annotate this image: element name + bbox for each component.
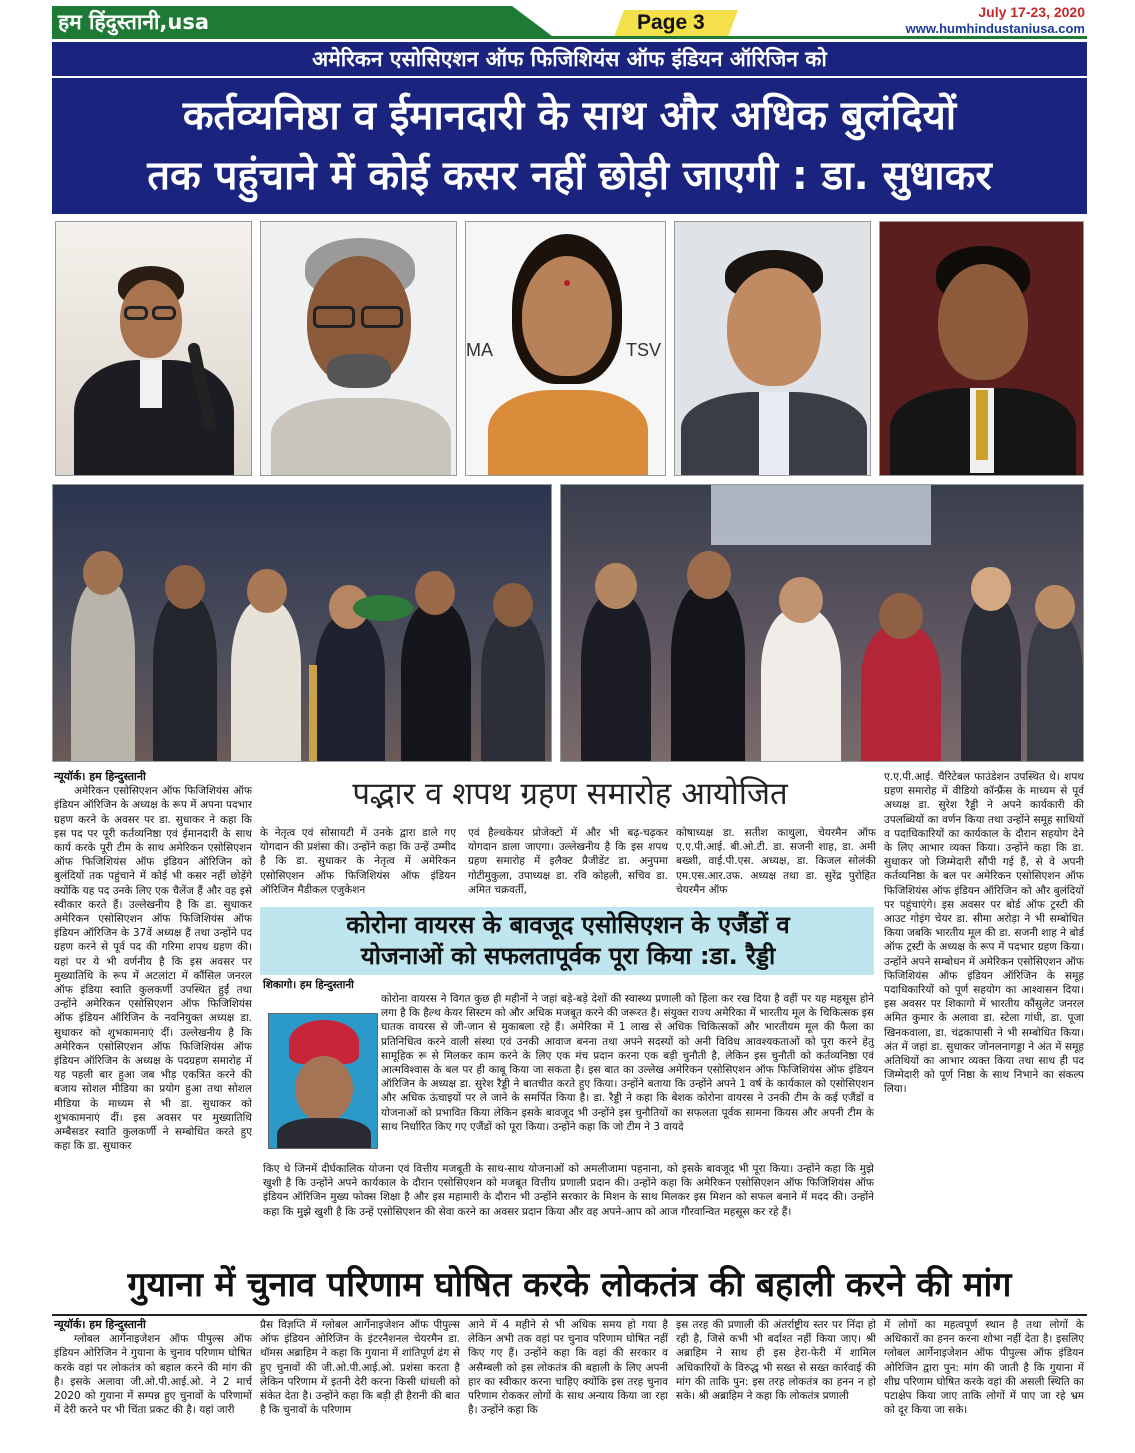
issue-date: July 17-23, 2020 bbox=[978, 4, 1085, 20]
article1-column-5: ए.ए.पी.आई. चैरिटेबल फाउंडेशन उपस्थित थे। शपथ ग्रहण समारोह में वीडियो कॉन्फ्रैंस के माध्यम से पूर्व अध्यक्ष डा. सुरेश रैड्डी ने अपने कार्यकारी की उपलब्धियों का वर्णन किया तथा उन्होंने समूह साथियों व पदाधिकारियों का कार्यकाल के दौरान सहयोग देने के लिए आभार व्यक्त किया। उन्होंने कहा कि डा. सुधाकर जो जिम्मेदारी सौंपी गई हैं, से वे अपनी कर्तव्यनिष्ठा के बल पर अमेरिकन एसोसिएशन ऑफ फिजिशियंस ऑफ इंडियन ऑरिजिन को और बुलंदियों पर पहुंचाएंगे। इस अवसर पर बोर्ड ऑफ ट्रस्टी की आउट गोइंग चेयर डा. सीमा अरोड़ा ने भी सम्बोधित किया जबकि भारतीय मूल की डा. सजनी शाह ने बोर्ड ऑफ ट्रस्टी के अध्यक्ष के रूप में पदभार ग्रहण किया। उन्होंने अपने सम्बोधन में अमेरिकन एसोसिएशन ऑफ फिजिशियंस ऑफ इंडियन ऑरिजिन के समूह पदाधिकारियों को पूर्ण सहयोग का आश्वासन दिया। इस अवसर पर शिकागो में भारतीय कौंसुलेट जनरल अमित कुमार के अलावा डा. स्टेला गांधी, डा. पूजा खिनकवाला, डा. चंद्रकापासी ने भी सम्बोधित किया। अंत में जहां डा. सुधाकर जोनलनागड्डा ने अंत में समूह अतिथियों का आभार व्यक्त किया तथा साथ ही पद जिम्मेदारी को पूर्ण निष्ठा के साथ निभाने का संकल्प लिया। bbox=[884, 771, 1084, 1096]
article3-column-2: प्रैस विज्ञप्ति में ग्लोबल आर्गेनाइजेशन ऑफ पीपुल्स ऑफ इंडियन ओरिजिन के इंटरनैशनल चेयरमैन डा. थॉमस अब्राहिम ने कहा कि गुयाना में शांतिपूर्ण ढंग से हुए चुनावों की जी.ओ.पी.आई.ओ. प्रशंसा करता है लेकिन परिणाम में इतनी देरी करना किसी धांधली को संकेत देता है। उन्होंने कहा कि बड़ी ही हैरानी की बात है कि चुनावों के परिणाम bbox=[260, 1319, 460, 1417]
masthead bbox=[52, 6, 1087, 38]
article1-column-1-text: अमेरिकन एसोसिएशन ऑफ फिजिशियंस ऑफ इंडियन ऑरिजिन के अध्यक्ष के रूप में अपना पदभार ग्रहण करने के अवसर पर डा. सुधाकर ने कहा कि इस पद पर पूरी कर्तव्यनिष्ठा एवं ईमानदारी के साथ कार्य करके पूरी टीम के साथ अमेरिकन एसोसिएशन ऑफ फिजिशियंस ऑफ इंडियन ऑरिजिन को बुलंदियों तक पहुंचाने में कोई भी कसर नहीं छोड़ेंगे क्योंकि यह पद उनके लिए एक चैलेंज हैं और वह इसे स्वीकार करते हैं। उल्लेखनीय है कि डा. सुधाकर अमेरिकन एसोसिएशन ऑफ फिजिशियंस ऑफ इंडियन ऑरिजिन के 37वें अध्यक्ष हैं तथा उन्होंने पद ग्रहण करने से पूर्व पद की गरिमा शपथ ग्रहण की। यहां पर ये भी वर्णनीय है कि इस अवसर पर मुख्यातिथि के रूप में अटलांटा में कौंसिल जनरल ऑफ इंडिया स्वाति कुलकर्णी उपस्थित हुईं तथा उन्होंने अमेरिकन एसोसिएशन ऑफ फिजिशियंस ऑफ इंडियन ऑरिजिन के नवनियुक्त अध्यक्ष डा. सुधाकर को शुभकामनाएं दीं। उल्लेखनीय है कि अमेरिकन एसोसिएशन ऑफ फिजिशियंस ऑफ इंडियन ऑरिजिन के अध्यक्ष के पदग्रहण समारोह में यह पहली बार हुआ जब भीड़ एकत्रित करने की बजाय सोशल मीडिया का प्रयोग हुआ तथा सोशल मीडिया के माध्यम से भी डा. सुधाकर को शुभकामनाएं दीं। इस अवसर पर मुख्यातिथि अम्बैसडर स्वाति कुलकर्णी ने सम्बोधित करते हुए कहा कि डा. सुधाकर bbox=[54, 785, 252, 1153]
main-headline-line-2: तक पहुंचाने में कोई कसर नहीं छोड़ी जाएगी : डा. सुधाकर bbox=[147, 153, 992, 199]
article2-body-top: कोरोना वायरस ने विगत कुछ ही महीनों ने जहां बड़े-बड़े देशों की स्वास्थ्य प्रणाली को हिला कर रख दिया है वहीं पर यह महसूस होने लगा है कि हैल्थ केयर सिस्टम को और अधिक मजबूत करने की जरूरत है। संयुक्त राज्य अमेरिका में भारतीय मूल के चिकित्सक इस घातक वायरस से जी-जान से मुकाबला रहे हैं। अमेरिका में 1 लाख से अधिक चिकित्सकों और भारतीयम मूल की फैला का प्रतिनिधित्व करने वाली संस्था एवं उनकी आवाज बनना तथा अपने सदस्यों को अनी विविध आवश्यकताओं को पूरा करने हेतु सामूहिक रू से मिलकर काम करने के लिए एक मंच प्रदान करना एक बड़ी चुनौती है, लेकिन इस चुनौती को कर्तव्यनिष्ठा एवं आत्मविश्वास के बल पर ही काबू किया जा सकता है। इस बात का उल्लेख अमेरिकन एसोसिएशन ऑफ फिजिशियंस ऑफ इंडियन ऑरिजिन के अध्यक्ष डा. सुरेश रैड्डी ने बातचीत करते हुए किया। उन्होंने बताया कि उन्होंने अपने 1 वर्ष के कार्यकाल को एसोसिएशन और अधिक ऊंचाइयों पर ले जाने के समर्पित किया है। डा. रैड्डी ने कहा कि बेशक कोरोना वायरस ने उनकी टीम के कई एजैंडों व योजनाओं को प्रभावित किया लेकिन इसके बावजूद भी उन्होंने इस चुनौतियों का सफलता पूर्वक सामना कियस और अपनी टीम के साथ निर्धारित किए गए एजैंडों को पूरा किया। उन्होंने कहा कि जो टीम ने 3 वायदे bbox=[381, 993, 874, 1133]
main-headline-line-1: कर्तव्यनिष्ठा व ईमानदारी के साथ और अधिक बुलंदियों bbox=[182, 93, 957, 139]
newspaper-logo: हम हिंदुस्तानी,usa bbox=[58, 10, 210, 34]
article2-headline-line-1: कोरोना वायरस के बावजूद एसोसिएशन के एजैंडों व bbox=[346, 911, 790, 939]
article3-rule bbox=[52, 1314, 1087, 1316]
bindi bbox=[564, 280, 570, 286]
article2-byline: शिकागो। हम हिन्दुस्तानी bbox=[263, 979, 354, 991]
tie bbox=[976, 390, 988, 460]
event-photo-ceremony bbox=[560, 484, 1084, 762]
headline-kicker: अमेरिकन एसोसिएशन ऑफ फिजिशियंस ऑफ इंडियन ऑरिजिन को bbox=[52, 42, 1087, 76]
flower-garland bbox=[353, 595, 413, 621]
portrait-photo-man-glasses bbox=[260, 221, 457, 476]
shirt-collar bbox=[759, 392, 789, 476]
main-headline bbox=[52, 78, 1087, 214]
website-link[interactable]: www.humhindustaniusa.com bbox=[905, 21, 1085, 36]
article3-column-5: में लोगों का महत्वपूर्ण स्थान है तथा लोगों के अधिकारों का हनन करना शोभा नहीं देता है। इसलिए ग्लोबल आर्गेनाइजेशन ऑफ पीपुल्स ऑफ इंडियन ओरिजिन द्वारा पुन: मांग की जाती है कि गुयाना में शीघ्र परिणाम घोषित करके वहां की असली स्थिति का पटाक्षेप किया जाए ताकि लोगों में पाए जा रहे भ्रम को दूर किया जा सके। bbox=[884, 1319, 1084, 1417]
article1-column-3: एवं हैल्थकेयर प्रोजेक्टों में और भी बढ़-चढ़कर योगदान डाला जाएगा। उल्लेखनीय है कि इस शपथ ग्रहण समारोह में इलैक्ट प्रैजीडेंट डा. अनुपमा गोटीमुकुला, उपाध्यक्ष डा. रवि कोहली, सचिव डा. अमित चक्रवर्ती, bbox=[468, 827, 668, 896]
backdrop-text-ma: MA bbox=[466, 340, 493, 360]
article3-column-1 bbox=[54, 1318, 252, 1446]
portrait-photo-woman bbox=[465, 221, 666, 476]
masthead-rule bbox=[52, 36, 1087, 39]
portrait-photo-speaker bbox=[55, 221, 252, 476]
article3-column-1-text: ग्लोबल आर्गेनाइजेशन ऑफ पीपुल्स ऑफ इंडियन ओरिजिन ने गुयाना के चुनाव परिणाम घोषित करके वहां पर लोकतंत्र को बहाल करने की मांग की है। इसके अलावा जी.ओ.पी.आई.ओ. ने 2 मार्च 2020 को गुयाना में सम्पन्न हुए चुनावों के परिणामों में देरी करने पर भी चिंता प्रकट की है। यहां जारी bbox=[54, 1333, 252, 1417]
backdrop-text-tsv: TSV bbox=[625, 340, 661, 360]
brass-lamp bbox=[309, 665, 317, 762]
article3-headline: गुयाना में चुनाव परिणाम घोषित करके लोकतंत्र की बहाली करने की मांग bbox=[127, 1265, 1012, 1305]
article2-headline-line-2: योजनाओं को सफलतापूर्वक पूरा किया :डा. रैड्डी bbox=[360, 942, 776, 970]
article2-body-bottom: किए थे जिनमें दीर्घकालिक योजना एवं वित्तीय मजबूती के साथ-साथ योजनाओं को अमलीजामा पहनाना, को इसके बावजूद भी पूरा किया। उन्होंने कहा कि मुझे खुशी है कि उन्होंने अपने कार्यकाल के दौरान एसोसिएशन को मजबूत वित्तीय प्रणाली प्रदान की। उन्होंने कहा कि अमेरिकन एसोसिएशन ऑफ फिजिशियंस ऑफ इंडियन ऑरिजिन मुख्य फोक्स शिक्षा है और इस महामारी के दौरान भी उन्होंने सरकार के मिशन के साथ मिलकर इस मिशन को सफल बनाने में मदद की। उन्होंने कहा कि मुझे खुशी है कि उन्हें एसोसिएशन की सेवा करने का अवसर प्रदान किया और वह अपने-आप को आज गौरवान्वित महसूस कर रहे हैं। bbox=[263, 1163, 874, 1218]
article3-column-4: इस तरह की प्रणाली की अंतर्राष्ट्रीय स्तर पर निंदा हो रही है, जिसे कभी भी बर्दाश्त नहीं किया जाए। श्री अब्राहिम ने साथ ही इस हेरा-फेरी में शामिल अधिकारियों के विरुद्ध भी सख्त से सख्त कार्रवाई की मांग की ताकि पुन: इस तरह लोकतंत्र का हनन न हो सके। श्री अब्राहिम ने कहा कि लोकतंत्र प्रणाली bbox=[676, 1319, 876, 1403]
article1-column-4: कोषाध्यक्ष डा. सतीश काथुला, चेयरमैन ऑफ ए.ए.पी.आई. बी.ओ.टी. डा. सजनी शाह, डा. अमी बख्शी, वाई.पी.एस. अध्यक्ष, डा. किजल सोलंकी एम.एस.आर.उफ. अध्यक्ष तथा डा. सुरेंद्र पुरोहित चेयरमैन ऑफ bbox=[676, 827, 876, 896]
article3-column-3: आने में 4 महीने से भी अधिक समय हो गया है लेकिन अभी तक वहां पर चुनाव परिणाम घोषित नहीं किए गए हैं। उन्होंने कहा कि वहां की सरकार व असैम्बली को इस लोकतंत्र की बहाली के लिए अपनी हार का स्वीकार करना चाहिए क्योंकि इस तरह चुनाव परिणाम रोककर लोगों के साथ अन्याय किया जा रहा है। उन्होंने कहा कि bbox=[468, 1319, 668, 1417]
portrait-photo-man-suit bbox=[674, 221, 871, 476]
shirt-front bbox=[140, 360, 162, 408]
portrait-photo-man-tie bbox=[879, 221, 1084, 476]
beard bbox=[327, 354, 391, 388]
article1-column-2: के नेतृत्व एवं सोसायटी में उनके द्वारा डाले गए योगदान की प्रशंसा की। उन्होंने कहा कि उन्हें उम्मीद है कि डा. सुधाकर के नेतृत्व में अमेरिकन एसोसिएशन ऑफ फिजिशियंस ऑफ इंडियन ऑरिजिन मैडीकल एजुकेशन bbox=[260, 827, 456, 896]
article2-headline bbox=[266, 910, 870, 972]
article3-byline: न्यूयॉर्क। हम हिन्दुस्तानी bbox=[54, 1318, 146, 1331]
stage-light bbox=[711, 485, 931, 545]
article1-column-1 bbox=[54, 770, 252, 1250]
page-number: Page 3 bbox=[637, 11, 705, 34]
article-subtitle: पद्भार व शपथ ग्रहण समारोह आयोजित bbox=[352, 776, 788, 812]
event-photo-lamp-lighting bbox=[52, 484, 552, 762]
article1-byline: न्यूयॉर्क। हम हिन्दुस्तानी bbox=[54, 770, 146, 783]
